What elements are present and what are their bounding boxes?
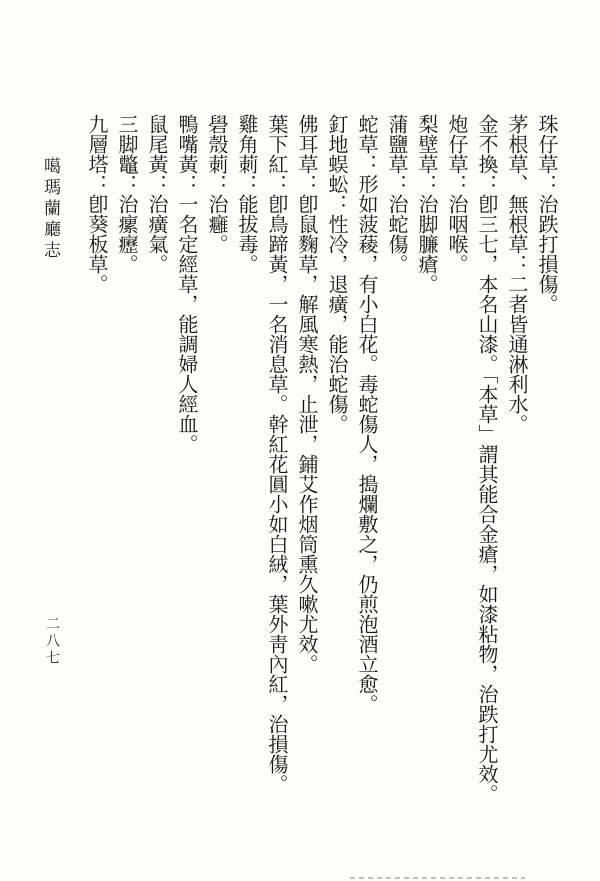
herb-entry: 蒲鹽草：治蛇傷。 <box>385 114 407 274</box>
herb-entry: 礐殼莿：治癰。 <box>205 114 227 254</box>
herb-entry: 雞角莿：能拔毒。 <box>235 114 257 274</box>
herb-entry-columns <box>76 114 556 849</box>
herb-entry: 釘地蜈蚣：性冷，退癀，能治蛇傷。 <box>325 114 347 434</box>
herb-entry: 珠仔草：治跌打損傷。 <box>535 114 557 314</box>
herb-entry: 鼠尾黃：治癀氣。 <box>145 114 167 274</box>
herb-entry: 梨壁草：治脚臁瘡。 <box>415 114 437 294</box>
herb-entry: 鴨嘴黃：一名定經草，能調婦人經血。 <box>175 114 197 454</box>
book-title: 噶瑪蘭廳志 <box>41 157 60 262</box>
herb-entry: 蛇草：形如菠薐，有小白花。毒蛇傷人，搗爛敷之，仍煎泡酒立愈。 <box>355 114 377 714</box>
herb-entry: 炮仔草：治咽喉。 <box>445 114 467 274</box>
scan-edge-artifact <box>350 877 525 879</box>
herb-entry: 茅根草、無根草：二者皆通淋利水。 <box>505 114 527 434</box>
herb-entry: 金不換：卽三七，本名山漆。「本草」謂其能合金瘡，如漆粘物，治跌打尤效。 <box>475 114 497 804</box>
page-number: 二八七 <box>44 616 59 667</box>
herb-entry: 九層塔：卽葵板草。 <box>85 114 107 294</box>
herb-entry: 佛耳草：卽鼠麴草，解風寒熱，止泄，鋪艾作烟筒熏久嗽尤效。 <box>295 114 317 674</box>
herb-entry: 葉下紅：卽鳥蹄黃，一名消息草。幹紅花圓小如白絨，葉外靑內紅，治損傷。 <box>265 114 287 794</box>
herb-entry: 三脚鼈：治瘰癧。 <box>115 114 137 274</box>
